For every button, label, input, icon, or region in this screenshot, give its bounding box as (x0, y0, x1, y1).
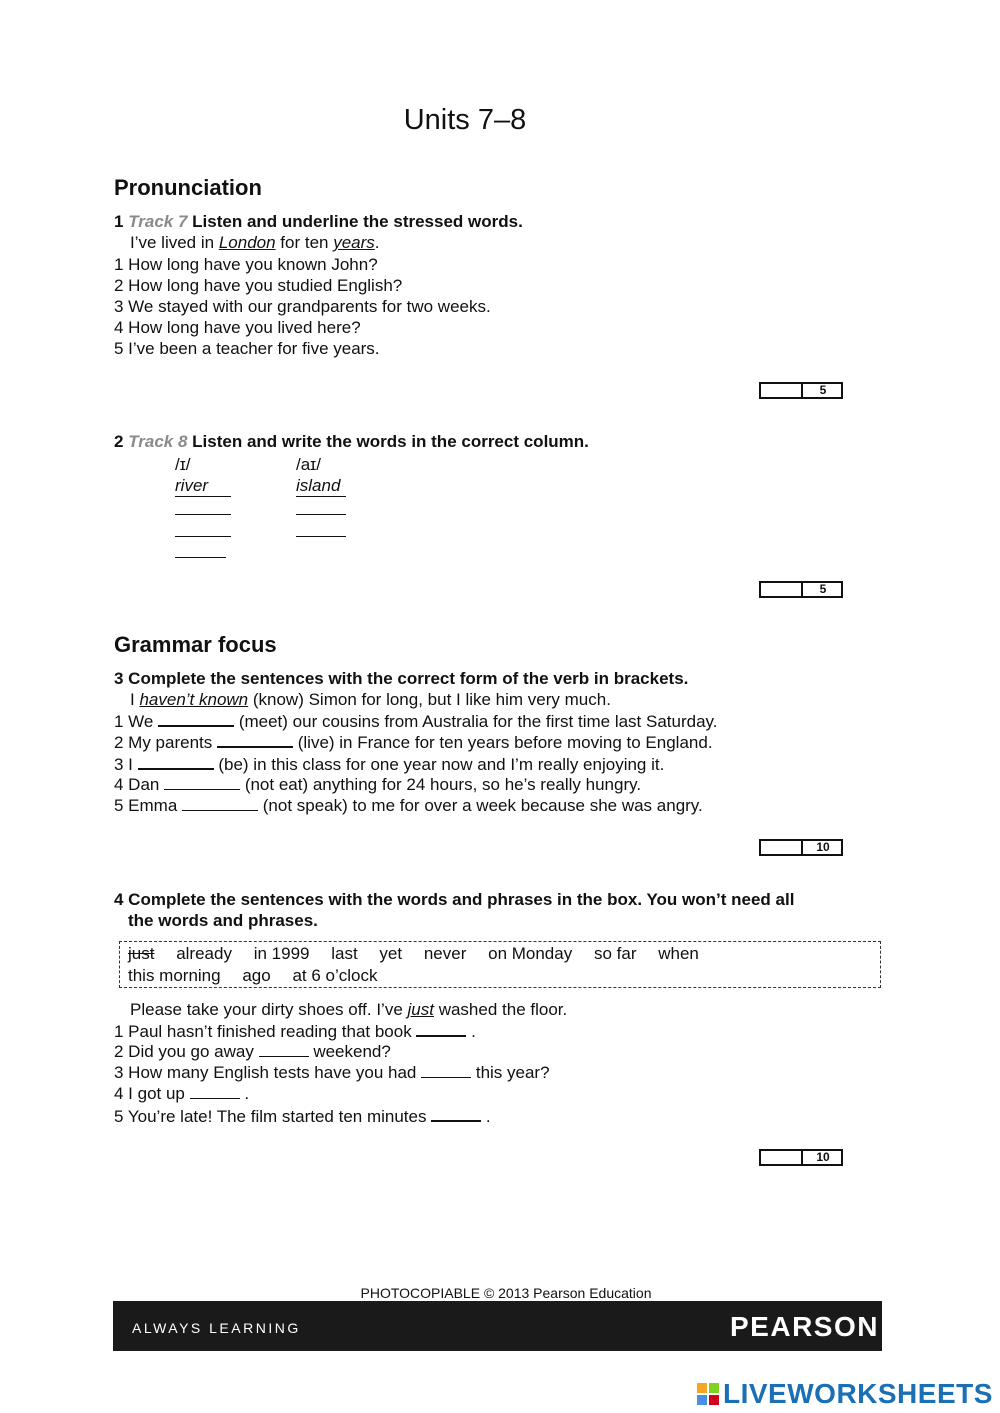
word-item[interactable]: at 6 o’clock (292, 966, 378, 985)
instruction-text: Listen and write the words in the correct column. (192, 432, 589, 451)
example-text: I (130, 690, 140, 709)
exercise-1-item[interactable]: 3 We stayed with our grandparents for two weeks. (114, 297, 491, 316)
exercise-1-item[interactable]: 2 How long have you studied English? (114, 276, 403, 295)
word-item[interactable]: never (423, 944, 467, 963)
answer-blank[interactable] (190, 1084, 240, 1099)
item-text: this year? (471, 1063, 550, 1082)
column-1-example: river (175, 476, 231, 497)
exercise-1-item[interactable]: 1 How long have you known John? (114, 255, 378, 274)
exercise-4-item (114, 1021, 476, 1042)
item-text: 2 Did you go away (114, 1042, 259, 1061)
word-item[interactable]: so far (593, 944, 637, 963)
score-box-ex4 (759, 1149, 843, 1166)
word-item[interactable]: on Monday (488, 944, 573, 963)
score-total: 10 (801, 841, 843, 854)
column-heading-1: /ɪ/ (175, 455, 191, 474)
track-label[interactable]: Track 7 (128, 212, 188, 231)
exercise-number: 1 (114, 212, 124, 231)
answer-blank[interactable] (421, 1063, 471, 1078)
score-box-ex2 (759, 581, 843, 598)
word-item[interactable]: ago (242, 966, 271, 985)
example-text: (know) Simon for long, but I like him very much. (248, 690, 611, 709)
word-item[interactable]: when (658, 944, 699, 963)
item-text: (not speak) to me for over a week because she was angry. (258, 796, 703, 815)
exercise-1-instruction (114, 212, 523, 232)
item-text: (not eat) anything for 24 hours, so he’s really hungry. (240, 775, 642, 794)
watermark-text: LIVEWORKSHEETS (723, 1378, 993, 1409)
item-text: 2 My parents (114, 733, 217, 752)
item-text: (meet) our cousins from Australia for the first time last Saturday. (234, 712, 718, 731)
liveworksheets-icon (697, 1383, 719, 1405)
example-text: washed the floor. (433, 1000, 568, 1019)
exercise-1-item[interactable]: 4 How long have you lived here? (114, 318, 361, 337)
item-text: 5 You’re late! The film started ten minutes (114, 1107, 432, 1126)
answer-blank[interactable] (416, 1021, 466, 1037)
item-text: (be) in this class for one year now and I’m really enjoying it. (213, 755, 665, 774)
item-text: 4 I got up (114, 1084, 190, 1103)
example-text: Please take your dirty shoes off. I’ve (130, 1000, 408, 1019)
item-text: 3 How many English tests have you had (114, 1063, 422, 1082)
answer-blank[interactable] (175, 557, 226, 558)
column-2-example: island (296, 476, 346, 497)
item-text: weekend? (308, 1042, 391, 1061)
score-total: 5 (801, 384, 843, 397)
answer-blank[interactable] (296, 536, 346, 537)
watermark (697, 1378, 993, 1410)
score-total: 5 (801, 583, 843, 596)
exercise-4-item (114, 1106, 491, 1127)
word-item[interactable]: in 1999 (253, 944, 310, 963)
exercise-4-example (130, 1000, 567, 1020)
item-text: . (481, 1107, 491, 1126)
score-box-ex3 (759, 839, 843, 856)
exercise-4-item (114, 1084, 249, 1104)
brand-logo: PEARSON (730, 1311, 879, 1342)
exercise-3-item (114, 775, 641, 795)
exercise-3-item (114, 796, 703, 816)
answer-blank[interactable] (182, 796, 258, 811)
item-text: 5 Emma (114, 796, 183, 815)
example-answer: London (218, 233, 276, 252)
answer-blank[interactable] (296, 514, 346, 515)
score-box-ex1 (759, 382, 843, 399)
word-item[interactable]: yet (379, 944, 403, 963)
exercise-1-example (130, 233, 380, 253)
instruction-text: Listen and underline the stressed words. (192, 212, 523, 231)
example-answer: years (333, 233, 375, 252)
item-text: 1 Paul hasn’t finished reading that book (114, 1022, 417, 1041)
section-heading-grammar: Grammar focus (114, 632, 277, 657)
item-text: . (239, 1084, 250, 1103)
exercise-3-instruction: 3 Complete the sentences with the correct form of the verb in brackets. (114, 669, 689, 688)
answer-blank[interactable] (175, 514, 231, 515)
example-text: . (374, 233, 380, 252)
word-item[interactable]: already (176, 944, 232, 963)
copyright-line: PHOTOCOPIABLE © 2013 Pearson Education (360, 1285, 652, 1301)
exercise-4-instruction-cont: the words and phrases. (128, 911, 318, 930)
example-answer: haven’t known (139, 690, 249, 709)
exercise-3-item (114, 711, 718, 732)
answer-blank[interactable] (164, 775, 240, 790)
exercise-3-item (114, 732, 713, 753)
item-text: 3 I (114, 755, 138, 774)
exercise-3-example (130, 690, 611, 710)
item-text: . (466, 1022, 476, 1041)
word-item-used: just (128, 944, 155, 963)
exercise-4-item (114, 1063, 550, 1083)
track-label[interactable]: Track 8 (128, 432, 188, 451)
section-heading-pronunciation: Pronunciation (114, 175, 262, 200)
answer-blank[interactable] (431, 1106, 481, 1122)
column-heading-2: /aɪ/ (296, 455, 321, 474)
exercise-3-item (114, 754, 664, 775)
word-item[interactable]: this morning (128, 966, 221, 985)
word-box-row-1 (128, 944, 699, 964)
answer-blank[interactable] (138, 754, 214, 770)
exercise-number: 2 (114, 432, 124, 451)
footer-tagline: ALWAYS LEARNING (132, 1320, 301, 1336)
example-text: I’ve lived in (130, 233, 219, 252)
word-box-row-2 (128, 966, 378, 986)
exercise-2-instruction (114, 432, 589, 452)
answer-blank[interactable] (259, 1042, 309, 1057)
example-text: for ten (275, 233, 334, 252)
item-text: 4 Dan (114, 775, 165, 794)
score-total: 10 (801, 1151, 843, 1164)
answer-blank[interactable] (217, 732, 293, 748)
example-answer: just (407, 1000, 434, 1019)
exercise-4-item (114, 1042, 391, 1062)
item-text: 1 We (114, 712, 159, 731)
page-title: Units 7–8 (403, 104, 527, 136)
answer-blank[interactable] (175, 536, 231, 537)
exercise-1-item[interactable]: 5 I’ve been a teacher for five years. (114, 339, 380, 358)
exercise-4-instruction: 4 Complete the sentences with the words and phrases in the box. You won’t need all (114, 890, 795, 909)
answer-blank[interactable] (158, 711, 234, 727)
item-text: (live) in France for ten years before moving to England. (293, 733, 713, 752)
word-item[interactable]: last (331, 944, 358, 963)
